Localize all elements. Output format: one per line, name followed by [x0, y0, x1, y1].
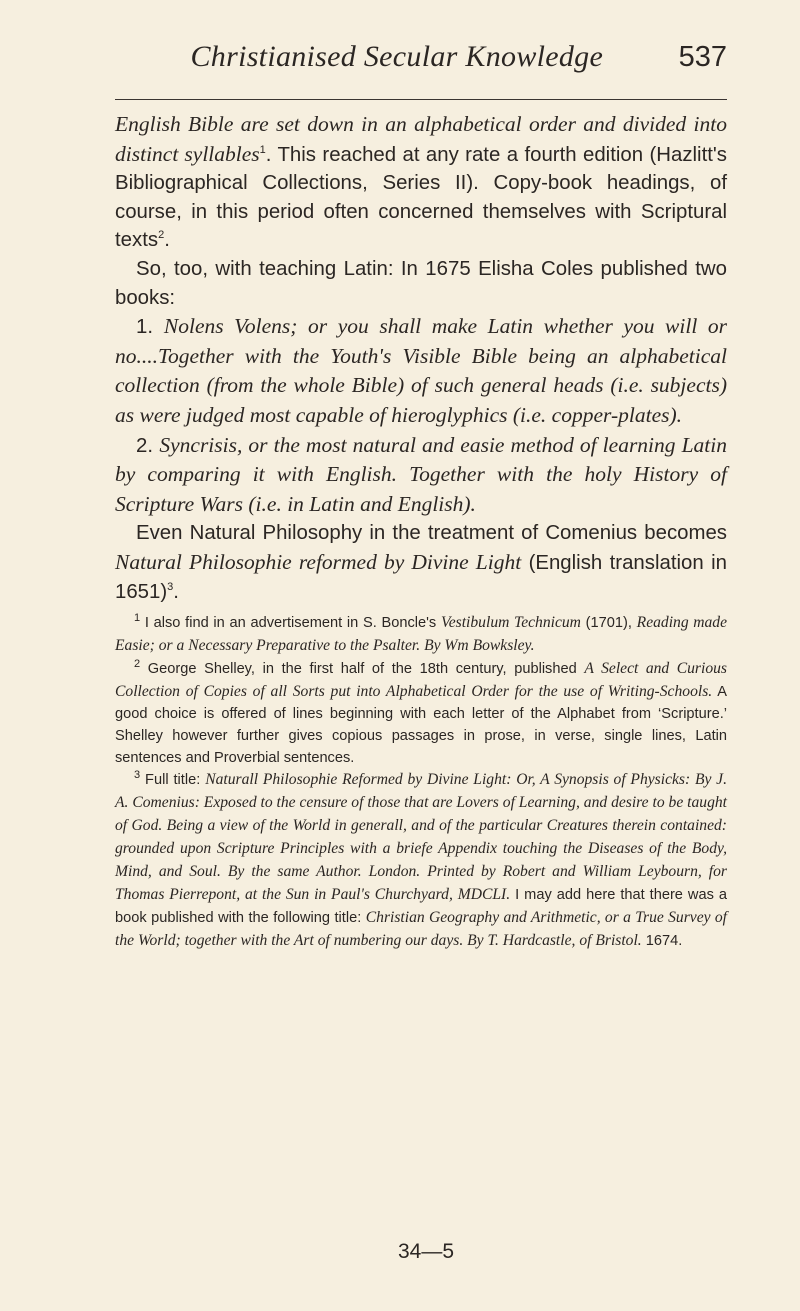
list-item: 1. Nolens Volens; or you shall make Latin whether you will or no....Together with the Youth's Visible Bible being an alphabetical collection (from the whole Bible) of such general heads (i.e. subjects) as were judged most capable of hieroglyphics (i.e. copper-plates).: [115, 314, 727, 427]
body-text: [115, 110, 727, 953]
running-title: Christianised Secular Knowledge: [190, 40, 604, 73]
paragraph-continuation: English Bible are set down in an alphabetical order and divided into distinct syllables$^1$. This reached at any rate a fourth edition (Hazlitt's Bibliographical Collections, Series II). Copy-book headings, of course, in this period often concerned themselves with Scriptural texts$^2$.: [115, 112, 727, 252]
page-number: 537: [678, 41, 727, 73]
signature-mark: 34—5: [398, 1240, 455, 1263]
footnote-3: $^3$ Full title: Naturall Philosophie Reformed by Divine Light: Or, A Synopsis of Physicks: By J. A. Comenius: Exposed to the censure of those that are Lovers of Learning, and desire to be taught of God. Being a view of the World in generall, and of the particular Creatures therein contained: grounded upon Scripture Principles with a briefe Appendix touching the Diseases of the Body, Mind, and Soul. By the same Author. London. Printed by Robert and William Leybourn, for Thomas Pierrepont, at the Sun in Paul's Churchyard, MDCLI. I may add here that there was a book published with the following title: Christian Geography and Arithmetic, or a True Survey of the World; together with the Art of numbering our days. By T. Hardcastle, of Bristol. 1674.: [115, 769, 727, 949]
header-rule: [115, 99, 727, 100]
footnotes: [115, 612, 727, 953]
paragraph-latin: So, too, with teaching Latin: In 1675 Elisha Coles published two books:: [115, 257, 727, 309]
paragraph-philosophy: Even Natural Philosophy in the treatment of Comenius becomes Natural Philosophie reformed by Divine Light (English translation in 1651)$^3$.: [115, 522, 727, 603]
footnote-ref-1: 1: [259, 143, 266, 156]
footnote-ref-3: 3: [167, 580, 174, 593]
footnote-1: $^1$ I also find in an advertisement in S. Boncle's Vestibulum Technicum (1701), Reading made Easie; or a Necessary Preparative to the Psalter. By Wm Bowksley.: [115, 612, 727, 654]
page-header: [115, 40, 727, 74]
footnote-ref-2: 2: [158, 229, 165, 242]
footnote-2: $^2$ George Shelley, in the first half of the 18th century, published A Select and Curious Collection of Copies of all Sorts put into Alphabetical Order for the use of Writing-Schools. A good choice is offered of lines beginning with each letter of the Alphabet from ‘Scripture.’ Shelley however further gives copious passages in prose, in verse, single lines, Latin sentences and Proverbial sentences.: [115, 658, 728, 766]
list-item: 2. Syncrisis, or the most natural and easie method of learning Latin by comparing it with English. Together with the holy History of Scripture Wars (i.e. in Latin and English).: [115, 432, 727, 516]
